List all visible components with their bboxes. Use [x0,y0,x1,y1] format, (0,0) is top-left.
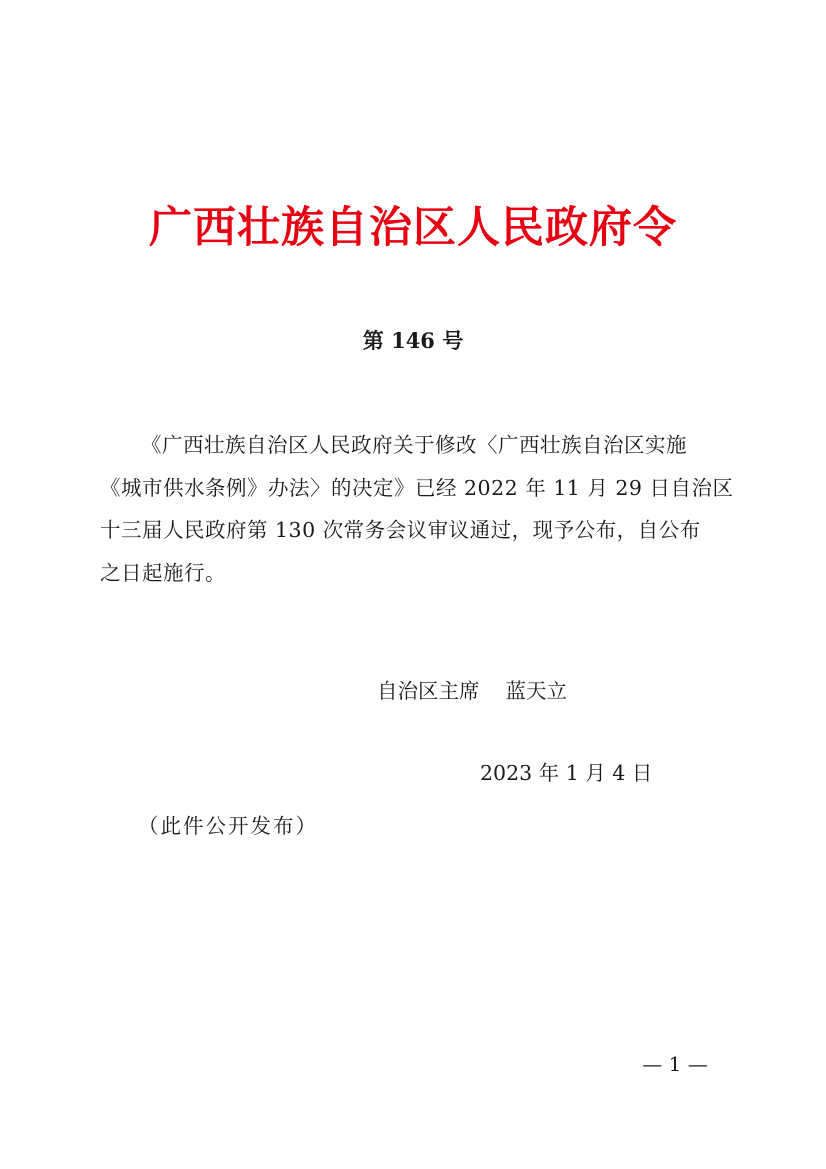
body-line-3: 十三届人民政府第 130 次常务会议审议通过，现予公布，自公布 [100,518,701,542]
body-line-1: 《广西壮族自治区人民政府关于修改〈广西壮族自治区实施 [141,433,687,457]
body-paragraph [100,424,734,594]
order-number: 第 146 号 [362,328,464,353]
body-line-2: 《城市供水条例》办法〉的决定》已经 2022 年 11 月 29 日自治区 [100,475,734,500]
publication-note: （此件公开发布） [138,814,318,838]
signatory-name: 蓝天立 [505,679,567,703]
issue-date: 2023 年 1 月 4 日 [480,761,653,785]
document-title: 广西壮族自治区人民政府令 [149,203,677,253]
body-line-4: 之日起施行。 [100,560,226,585]
signatory-position: 自治区主席 [377,679,480,703]
page-number: — 1 — [642,1052,708,1076]
signature-block [377,675,567,707]
